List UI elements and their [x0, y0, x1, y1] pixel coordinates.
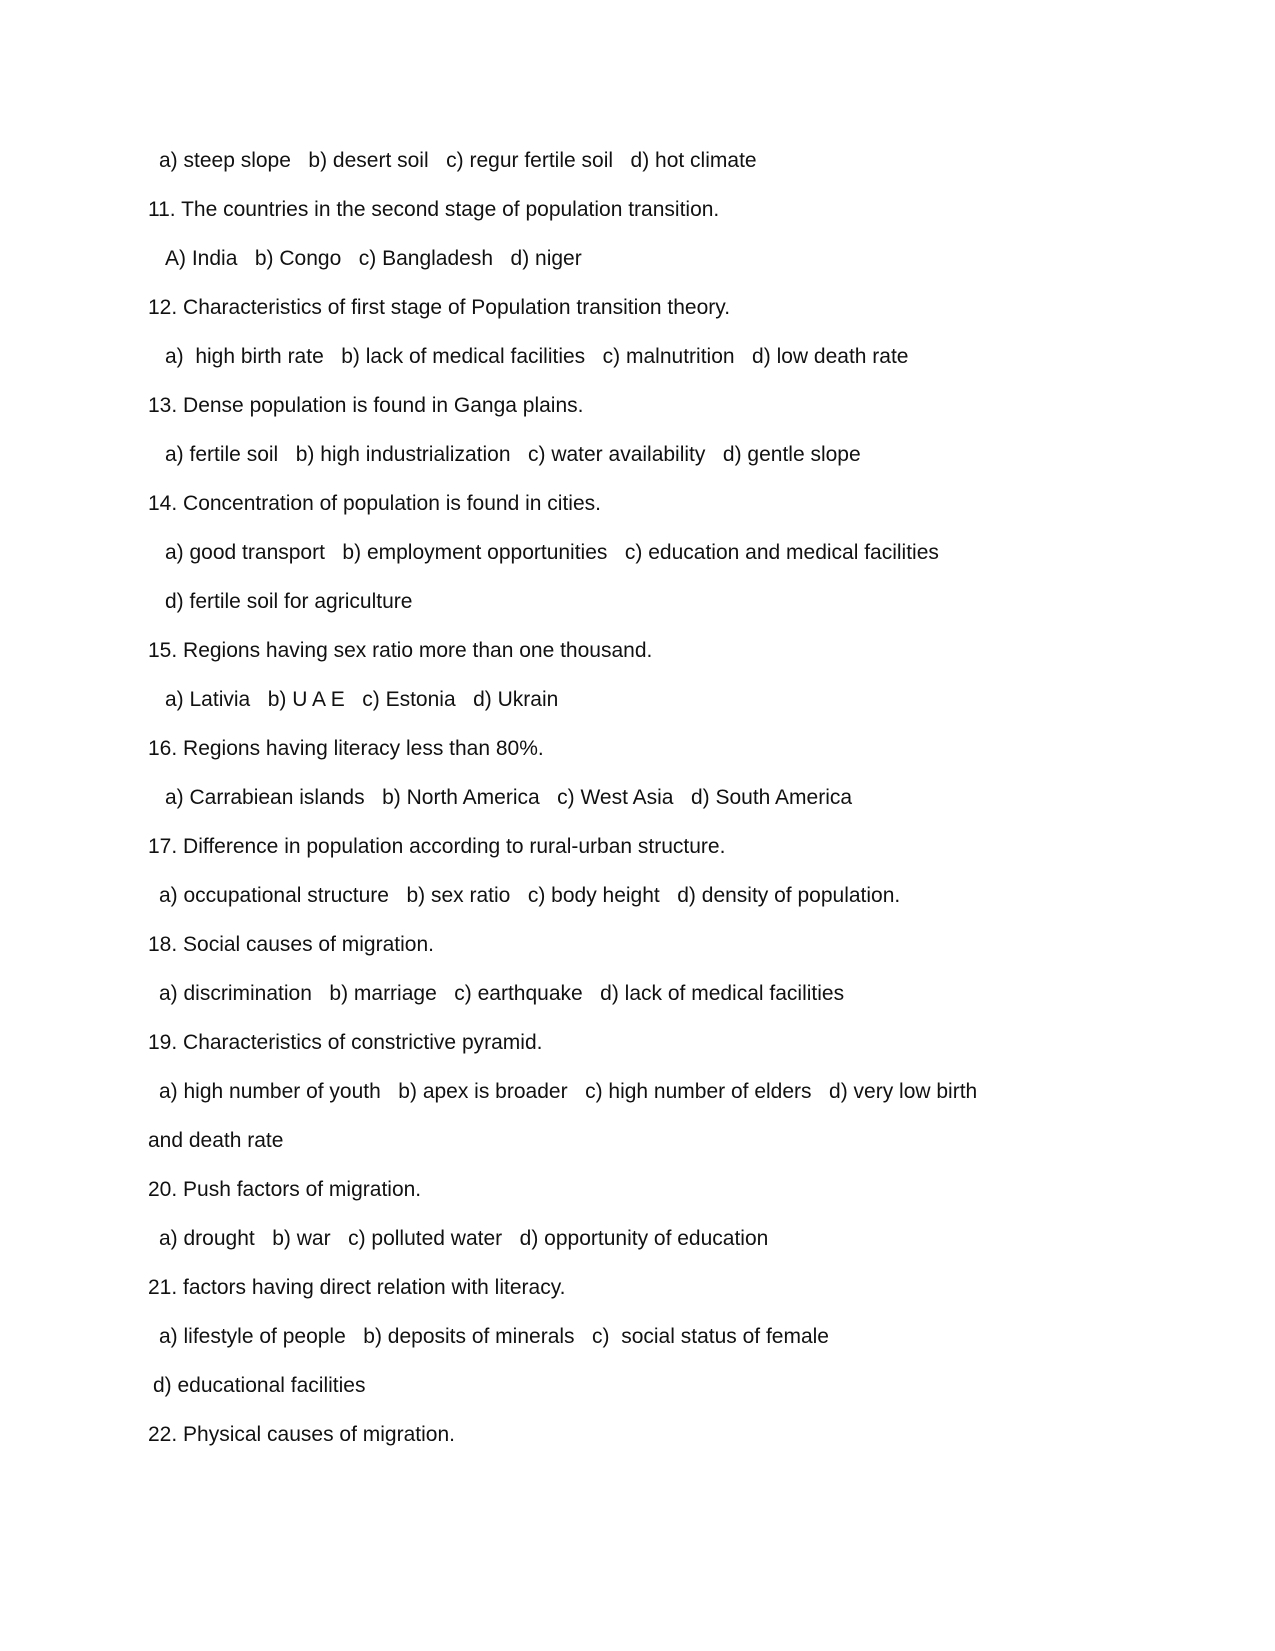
question-18: 18. Social causes of migration.	[148, 933, 434, 956]
option-line-q19-cont: and death rate	[148, 1129, 284, 1152]
option-line-q15: a) Lativia b) U A E c) Estonia d) Ukrain	[165, 688, 559, 711]
option-line-q13: a) fertile soil b) high industrialization c) water availability d) gentle slope	[165, 443, 861, 466]
option-line-q19: a) high number of youth b) apex is broader c) high number of elders d) very low birth	[159, 1080, 978, 1103]
option-line-q20: a) drought b) war c) polluted water d) opportunity of education	[159, 1227, 769, 1250]
option-line-q14-cont: d) fertile soil for agriculture	[165, 590, 413, 613]
question-12: 12. Characteristics of first stage of Population transition theory.	[148, 296, 731, 319]
option-line-q17: a) occupational structure b) sex ratio c) body height d) density of population.	[159, 884, 901, 907]
question-20: 20. Push factors of migration.	[148, 1178, 422, 1201]
question-15: 15. Regions having sex ratio more than one thousand.	[148, 639, 653, 662]
question-22: 22. Physical causes of migration.	[148, 1423, 455, 1446]
option-line-q11: A) India b) Congo c) Bangladesh d) niger	[165, 247, 582, 270]
option-line-q18: a) discrimination b) marriage c) earthquake d) lack of medical facilities	[159, 982, 845, 1005]
option-line-q21-cont: d) educational facilities	[153, 1374, 366, 1397]
option-line-q12: a) high birth rate b) lack of medical facilities c) malnutrition d) low death rate	[165, 345, 909, 368]
question-21: 21. factors having direct relation with literacy.	[148, 1276, 566, 1299]
question-14: 14. Concentration of population is found in cities.	[148, 492, 601, 515]
question-16: 16. Regions having literacy less than 80%.	[148, 737, 544, 760]
option-line-q21: a) lifestyle of people b) deposits of minerals c) social status of female	[159, 1325, 829, 1348]
option-line-q10: a) steep slope b) desert soil c) regur fertile soil d) hot climate	[159, 149, 757, 172]
question-13: 13. Dense population is found in Ganga plains.	[148, 394, 584, 417]
question-19: 19. Characteristics of constrictive pyramid.	[148, 1031, 543, 1054]
question-17: 17. Difference in population according to rural-urban structure.	[148, 835, 726, 858]
option-line-q14: a) good transport b) employment opportunities c) education and medical facilities	[165, 541, 939, 564]
question-11: 11. The countries in the second stage of population transition.	[148, 198, 720, 221]
option-line-q16: a) Carrabiean islands b) North America c) West Asia d) South America	[165, 786, 853, 809]
